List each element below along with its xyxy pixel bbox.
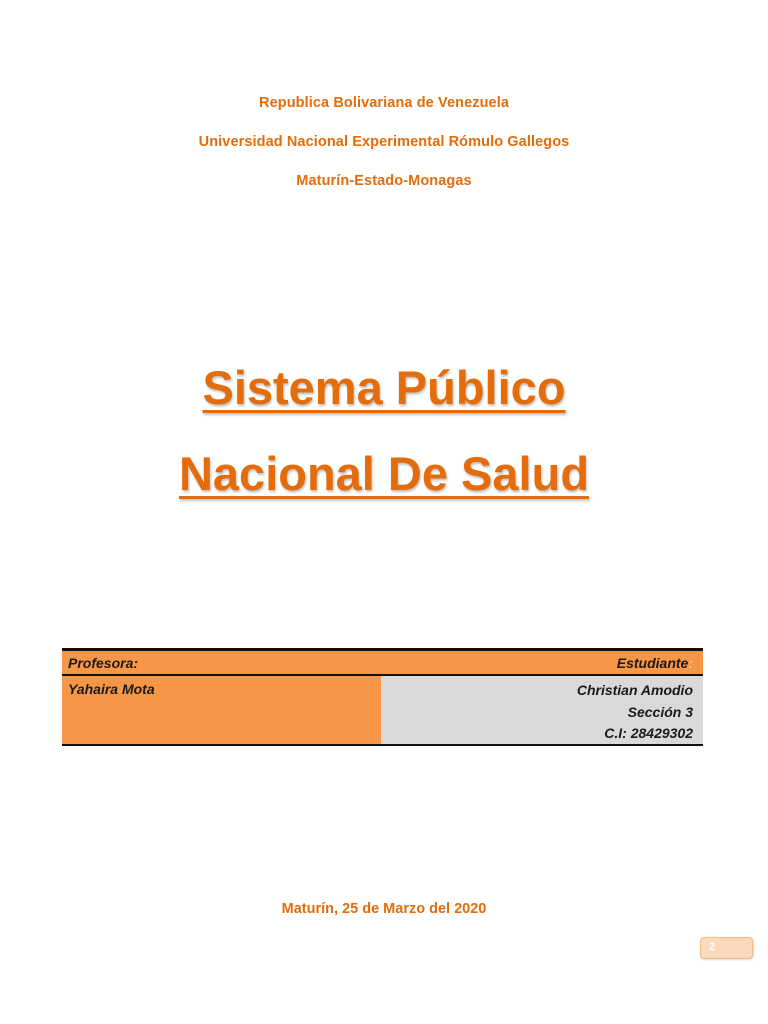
student-section: Sección 3 (627, 703, 693, 720)
professor-name: Yahaira Mota (68, 681, 155, 697)
student-id: C.I: 28429302 (604, 725, 693, 741)
location: Maturín-Estado-Monagas (296, 173, 472, 189)
professor-cell (62, 676, 381, 744)
student-name: Christian Amodio (576, 682, 693, 698)
info-table-header-row (62, 651, 703, 676)
student-label-colon: : (688, 654, 693, 671)
university-name: Universidad Nacional Experimental Rómulo Gallegos (198, 134, 570, 150)
info-table-body-row (62, 676, 703, 744)
document-title-line-2: Nacional De Salud (178, 447, 590, 500)
republic-name: Republica Bolivariana de Venezuela (259, 95, 509, 111)
student-cell (381, 676, 703, 744)
student-label-cell (617, 655, 703, 671)
page-number: 2 (709, 941, 716, 953)
document-title-line-1: Sistema Público (202, 361, 566, 414)
info-table (62, 648, 703, 746)
page-number-badge (700, 937, 753, 959)
professor-label: Profesora: (68, 654, 139, 671)
student-label: Estudiante (616, 654, 689, 671)
document-date: Maturín, 25 de Marzo del 2020 (281, 901, 487, 917)
